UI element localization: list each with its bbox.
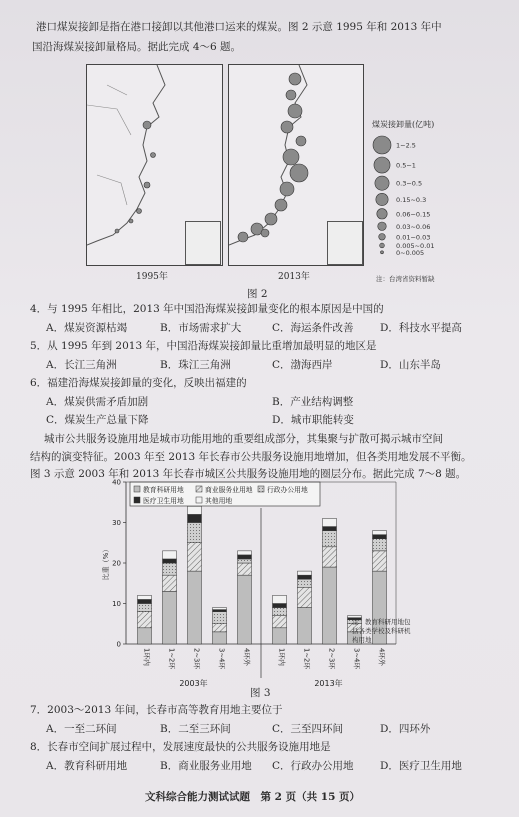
bar-0-3-1	[213, 624, 227, 632]
q5-stem: 5．从 1995 年到 2013 年，中国沿海煤炭接卸量比重增加最明显的地区是	[30, 340, 377, 352]
x-tick-label-0-0: 1环内	[142, 648, 151, 666]
q8-option-c[interactable]: C．行政办公用地	[272, 760, 354, 772]
q6-stem: 6．福建沿海煤炭接卸量的变化，反映出福建的	[30, 377, 247, 389]
legend-circle-6	[379, 234, 386, 241]
bar-1-1-0	[298, 608, 312, 644]
chart-legend-swatch-1	[196, 486, 202, 492]
x-tick-label-0-1: 1~2环	[167, 648, 176, 670]
bar-0-4-1	[238, 563, 252, 575]
legend-label-1: 0.5~1	[396, 161, 416, 170]
map-2013-label: 2013年	[278, 272, 310, 282]
land-use-chart	[96, 478, 468, 688]
bar-1-1-3	[298, 575, 312, 579]
chart-legend-swatch-2	[258, 486, 264, 492]
q7-stem: 7．2003～2013 年间，长春市高等教育用地主要位于	[30, 704, 283, 716]
bar-0-1-2	[163, 563, 177, 575]
q6-option-a[interactable]: A．煤炭供需矛盾加剧	[46, 396, 149, 408]
bar-0-2-1	[188, 543, 202, 571]
x-tick-label-1-2: 2~3环	[327, 648, 336, 670]
y-tick-label-2: 20	[112, 559, 121, 568]
bar-0-0-1	[138, 612, 152, 628]
chart-legend-label-2: 行政办公用地	[267, 486, 308, 494]
bar-1-4-4	[373, 531, 387, 535]
bar-1-0-4	[273, 595, 287, 603]
legend-circles	[370, 130, 450, 270]
legend-circle-5	[378, 222, 387, 231]
bar-1-0-1	[273, 616, 287, 628]
legend-label-5: 0.03~0.06	[396, 222, 431, 231]
legend-circle-0	[373, 136, 391, 154]
legend-circle-4	[377, 209, 387, 219]
x-tick-label-1-4: 4环外	[377, 648, 386, 666]
q5-option-a[interactable]: A．长江三角洲	[46, 359, 117, 371]
bar-0-4-4	[238, 551, 252, 555]
q4-option-d[interactable]: D．科技水平提高	[380, 322, 462, 334]
q4-option-a[interactable]: A．煤炭资源枯竭	[46, 322, 128, 334]
figure2-caption: 图 2	[247, 288, 268, 300]
legend-label-2: 0.3~0.5	[396, 179, 423, 188]
bar-0-4-2	[238, 559, 252, 563]
legend-label-4: 0.06~0.15	[396, 210, 431, 219]
legend-label-6: 0.01~0.03	[396, 233, 431, 242]
chart-legend-label-4: 其他用地	[205, 497, 233, 505]
q5-option-b[interactable]: B．珠江三角洲	[160, 359, 231, 371]
q6-option-c[interactable]: C．煤炭生产总量下降	[46, 414, 149, 426]
map-1995-label: 1995年	[136, 272, 168, 282]
bar-1-4-2	[373, 539, 387, 551]
bar-0-2-4	[188, 506, 202, 514]
map-1995	[86, 64, 223, 266]
q7-option-c[interactable]: C．三至四环间	[272, 723, 344, 735]
intro2-line-2: 结构的演变特征。2003 年至 2013 年长春市公共服务设施用地增加，但各类用地发展不平衡。	[30, 451, 472, 463]
q8-stem: 8．长春市空间扩展过程中，发展速度最快的公共服务设施用地是	[30, 741, 331, 753]
bar-0-3-4	[213, 608, 227, 610]
legend-circle-3	[376, 193, 388, 205]
x-tick-label-1-3: 3~4环	[352, 648, 361, 670]
chart-note: 注：教育科研用地包括各类学校及科研机构用地	[352, 618, 411, 644]
south-sea-inset-2013	[327, 221, 363, 265]
q4-stem: 4．与 1995 年相比，2013 年中国沿海煤炭接卸量变化的根本原因是中国的	[30, 303, 384, 315]
q4-option-b[interactable]: B．市场需求扩大	[160, 322, 242, 334]
legend-circle-1	[374, 157, 390, 173]
bar-0-4-3	[238, 555, 252, 559]
legend-label-0: 1~2.5	[396, 141, 416, 150]
legend-label-3: 0.15~0.3	[396, 195, 427, 204]
bar-0-1-0	[163, 591, 177, 644]
x-tick-label-0-4: 4环外	[242, 648, 251, 666]
q8-option-a[interactable]: A．教育科研用地	[46, 760, 128, 772]
group-label-1: 2013年	[314, 679, 343, 688]
bar-0-0-3	[138, 599, 152, 603]
legend-circle-2	[375, 176, 389, 190]
y-axis-label: 比重（%）	[102, 545, 110, 581]
bar-0-2-3	[188, 514, 202, 522]
intro-line-1: 港口煤炭接卸是指在港口接卸以其他港口运来的煤炭。图 2 示意 1995 年和 2013 年中	[36, 21, 442, 33]
legend-circle-8	[381, 251, 384, 254]
q7-option-a[interactable]: A．一至二环间	[46, 723, 117, 735]
y-tick-label-3: 30	[112, 519, 121, 527]
bar-0-2-0	[188, 571, 202, 644]
chart-legend	[130, 482, 320, 506]
south-sea-inset-1995	[185, 221, 221, 265]
y-tick-label-0: 0	[116, 640, 121, 649]
bar-1-2-4	[323, 518, 337, 526]
bar-1-4-3	[373, 535, 387, 539]
q6-option-d[interactable]: D．城市职能转变	[272, 414, 354, 426]
bar-1-1-1	[298, 587, 312, 607]
bar-1-4-1	[373, 551, 387, 571]
bar-0-0-0	[138, 628, 152, 644]
bar-1-1-4	[298, 571, 312, 575]
bar-0-4-0	[238, 575, 252, 644]
y-tick-label-1: 10	[112, 600, 121, 608]
q5-option-d[interactable]: D．山东半岛	[380, 359, 441, 371]
q4-option-c[interactable]: C．海运条件改善	[272, 322, 354, 334]
chart-legend-swatch-0	[134, 486, 140, 492]
q6-option-b[interactable]: B．产业结构调整	[272, 396, 354, 408]
legend-label-7: 0.005~0.01	[396, 241, 435, 250]
intro2-line-3: 图 3 示意 2003 年和 2013 年长春市城区公共服务设施用地的圈层分布。据此完成 7～8 题。	[30, 468, 467, 480]
figure3-caption: 图 3	[250, 687, 271, 699]
bar-1-2-3	[323, 527, 337, 531]
q7-option-d[interactable]: D．四环外	[380, 723, 431, 735]
chart-legend-label-1: 商业服务业用地	[205, 486, 253, 494]
q8-option-b[interactable]: B．商业服务业用地	[160, 760, 252, 772]
intro-line-2: 国沿海煤炭接卸量格局。据此完成 4～6 题。	[32, 41, 242, 53]
q8-option-d[interactable]: D．医疗卫生用地	[380, 760, 462, 772]
map-2013	[228, 64, 364, 266]
bar-1-2-0	[323, 567, 337, 644]
chart-legend-swatch-4	[196, 497, 202, 503]
bar-1-0-2	[273, 608, 287, 616]
intro2-line-1: 城市公共服务设施用地是城市功能用地的重要组成部分，其集聚与扩散可揭示城市空间	[44, 433, 443, 445]
bar-0-2-2	[188, 523, 202, 543]
bar-0-3-2	[213, 612, 227, 624]
legend-circle-7	[380, 243, 385, 248]
x-tick-label-0-3: 3~4环	[217, 648, 226, 670]
bar-1-0-0	[273, 628, 287, 644]
y-tick-label-4: 40	[112, 478, 121, 487]
bar-1-2-2	[323, 531, 337, 547]
bar-1-2-1	[323, 547, 337, 567]
bar-1-1-2	[298, 579, 312, 587]
bar-0-0-4	[138, 595, 152, 599]
x-tick-label-1-0: 1环内	[277, 648, 286, 666]
chart-legend-label-0: 教育科研用地	[143, 486, 184, 494]
legend-title: 煤炭接卸量(亿吨)	[372, 120, 435, 129]
x-tick-label-0-2: 2~3环	[192, 648, 201, 670]
bar-0-3-0	[213, 632, 227, 644]
bar-0-3-3	[213, 610, 227, 612]
chart-legend-swatch-3	[134, 497, 140, 503]
bar-0-1-3	[163, 559, 177, 563]
q7-option-b[interactable]: B．二至三环间	[160, 723, 231, 735]
q5-option-c[interactable]: C．渤海西岸	[272, 359, 333, 371]
page-footer: 文科综合能力测试试题 第 2 页（共 15 页）	[145, 791, 361, 803]
bar-0-1-4	[163, 551, 177, 559]
bar-0-0-2	[138, 604, 152, 612]
x-tick-label-1-1: 1~2环	[302, 648, 311, 670]
bar-0-1-1	[163, 575, 177, 591]
legend-note: 注：台湾省资料暂缺	[376, 275, 435, 283]
legend-label-8: 0~0.005	[396, 248, 425, 257]
bar-1-0-3	[273, 604, 287, 608]
chart-legend-label-3: 医疗卫生用地	[143, 497, 184, 505]
group-label-0: 2003年	[179, 679, 208, 688]
